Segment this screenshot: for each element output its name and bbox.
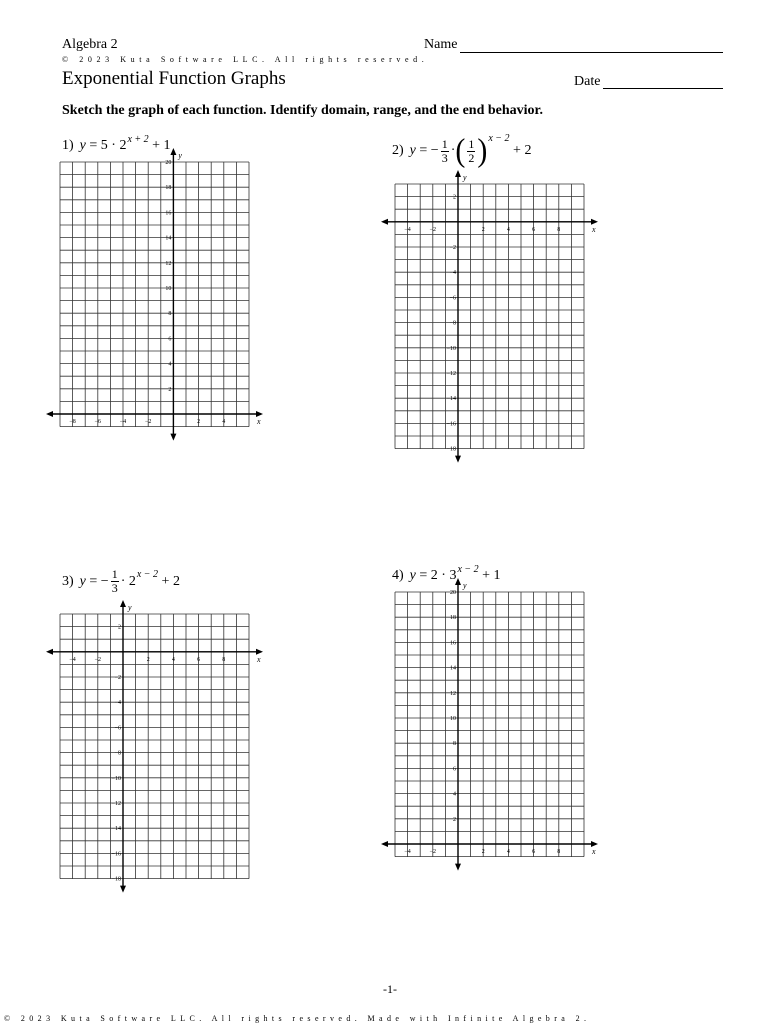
y-tick-label: −14 [446,396,457,403]
x-tick-label: 2 [146,656,150,663]
graph-grid-problem-1[interactable] [42,144,267,445]
eq-y: y [409,143,416,158]
y-tick-label: −16 [111,851,122,858]
y-tick-label: 20 [450,589,457,596]
x-axis-label: x [256,654,261,664]
x-tick-label: −8 [69,418,76,425]
y-tick-label: 4 [453,791,457,798]
y-tick-label: 6 [168,336,172,343]
y-tick-label: 18 [450,615,457,622]
y-axis-arrow-up [120,600,126,607]
page-title: Exponential Function Graphs [62,68,286,89]
graph-grid-problem-4[interactable] [377,574,602,875]
y-tick-label: 2 [453,194,457,201]
graph-svg [377,574,602,875]
x-tick-label: −2 [429,848,436,855]
graph-grid-problem-2[interactable] [377,166,602,467]
problem-number: 1) [62,138,74,153]
y-tick-label: 4 [168,361,172,368]
x-tick-label: 4 [506,848,510,855]
x-tick-label: −2 [94,656,101,663]
y-axis-label: y [128,602,132,612]
date-label: Date [574,74,601,89]
y-tick-label: −18 [446,446,457,453]
y-tick-label: −6 [449,295,457,302]
eq-dot: · [111,138,116,153]
x-axis-arrow-left [46,649,53,655]
eq-y: y [409,568,416,583]
x-axis-label: x [591,846,596,856]
y-axis-label: y [463,580,467,590]
y-tick-label: 14 [450,665,457,672]
eq-fraction: $\frac{1}{3}$ [111,567,118,595]
problem-number: 4) [392,568,404,583]
eq-tail: + 1 [152,138,171,153]
y-tick-label: −2 [114,674,122,681]
y-tick-label: −16 [446,421,457,428]
x-tick-label: 2 [481,226,485,233]
eq-fraction: $\frac{1}{3}$ [441,136,448,165]
x-tick-label: 6 [532,848,536,855]
x-tick-label: 2 [197,418,201,425]
page-number: -1- [383,982,397,996]
x-axis-label: x [256,416,261,426]
eq-y: y [79,573,86,589]
x-tick-label: −4 [404,848,411,855]
eq-dot: · [441,568,446,583]
y-axis-arrow-down [120,886,126,893]
instructions: Sketch the graph of each function. Identify domain, range, and the end behavior. [62,103,543,118]
x-tick-label: 8 [557,848,561,855]
eq-base: 2 [128,573,136,589]
x-tick-label: 6 [532,226,536,233]
y-axis-arrow-down [455,864,461,871]
y-tick-label: 2 [168,386,172,393]
problem-number: 3) [62,573,74,589]
y-tick-label: −4 [449,270,457,277]
x-axis-arrow-left [46,411,53,417]
y-tick-label: 8 [168,311,172,318]
y-axis-label: y [178,150,182,160]
eq-coefficient: 2 [430,568,438,583]
y-axis-arrow-up [455,578,461,585]
x-axis-arrow-left [381,841,388,847]
problem-2-equation: 2) y = − $\frac{1}{3}$ · ( $\frac{1}{2}$ ) x − 2 + 2 [392,132,532,169]
date-field-line [603,88,723,89]
x-tick-label: 4 [171,656,175,663]
x-tick-label: −4 [404,226,411,233]
eq-equals: = − [419,143,439,158]
y-tick-label: −8 [114,750,122,757]
footer-copyright: © 2023 Kuta Software LLC. All rights reserved. Made with Infinite Algebra 2. [4,1014,591,1023]
name-field-line [460,52,723,53]
y-tick-label: 12 [165,260,172,267]
y-tick-label: 20 [165,159,172,166]
x-tick-label: 6 [197,656,201,663]
y-axis-arrow-down [170,434,176,441]
x-tick-label: −4 [119,418,127,425]
y-tick-label: −6 [114,725,122,732]
problem-3-equation [62,568,180,595]
y-axis-arrow-down [455,456,461,463]
graph-svg [377,166,602,467]
y-tick-label: −14 [111,826,122,833]
y-tick-label: 14 [165,235,172,242]
header-copyright: © 2023 Kuta Software LLC. All rights reserved. [62,55,429,64]
y-tick-label: 10 [450,715,457,722]
y-tick-label: −10 [446,345,457,352]
eq-base: 3 [449,568,457,583]
x-tick-label: 4 [222,418,226,425]
course-name: Algebra 2 [62,37,118,52]
eq-base: 2 [119,138,127,153]
x-tick-label: 8 [557,226,561,233]
y-tick-label: 16 [165,210,172,217]
y-axis-arrow-up [455,170,461,177]
x-tick-label: −6 [94,418,101,425]
y-tick-label: −4 [114,700,122,707]
y-tick-label: −18 [111,876,122,883]
eq-dot: · [120,573,126,589]
y-tick-label: −10 [111,775,122,782]
y-tick-label: −12 [111,800,122,807]
x-tick-label: −2 [145,418,152,425]
y-tick-label: −2 [449,244,457,251]
y-tick-label: 16 [450,640,457,647]
y-tick-label: 2 [453,816,457,823]
eq-tail: + 2 [513,143,532,158]
x-tick-label: −4 [69,656,76,663]
x-axis-label: x [591,224,596,234]
eq-exponent: x − 2 [488,132,510,144]
graph-svg [42,596,267,897]
eq-equals: = [419,568,428,583]
y-tick-label: 10 [165,285,172,292]
y-tick-label: 2 [118,624,122,631]
y-axis-arrow-up [170,148,176,155]
y-tick-label: 18 [165,185,172,192]
y-tick-label: 8 [453,741,457,748]
y-axis-label: y [463,172,467,182]
eq-tail: + 1 [482,568,501,583]
eq-exponent: x + 2 [127,133,149,145]
x-tick-label: 2 [481,848,485,855]
eq-exponent: x − 2 [457,563,479,575]
x-tick-label: 4 [506,226,510,233]
eq-base-fraction: $\frac{1}{2}$ [468,136,475,165]
y-tick-label: −8 [449,320,457,327]
graph-svg [42,144,267,445]
eq-equals: = − [89,573,109,589]
y-tick-label: 12 [450,690,457,697]
x-tick-label: −2 [429,226,436,233]
x-axis-arrow-left [381,219,388,225]
eq-dot: · [450,143,456,158]
y-tick-label: −12 [446,370,457,377]
graph-grid-problem-3[interactable] [42,596,267,897]
y-tick-label: 6 [453,766,457,773]
name-label: Name [424,37,458,52]
problem-number: 2) [392,143,404,158]
eq-tail: + 2 [161,573,180,589]
x-tick-label: 8 [222,656,226,663]
eq-equals: = [89,138,98,153]
eq-exponent: x − 2 [136,569,159,580]
eq-coefficient: 5 [100,138,108,153]
eq-y: y [79,138,86,153]
